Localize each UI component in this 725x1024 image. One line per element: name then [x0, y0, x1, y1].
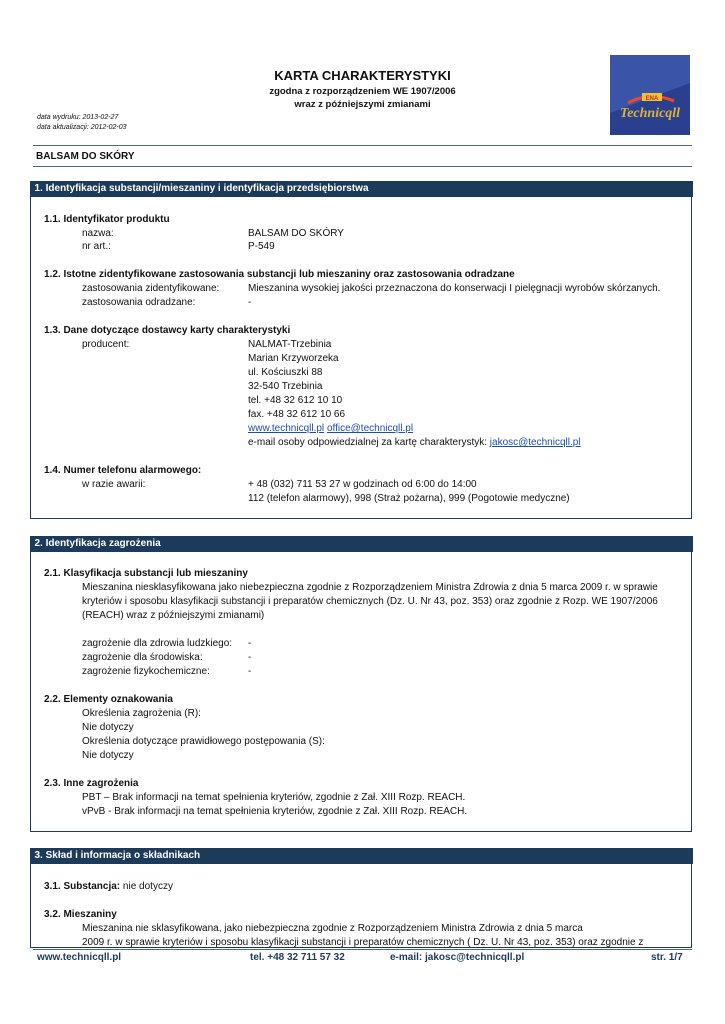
label-elements-line: Określenia dotyczące prawidłowego postępowania (S):: [82, 736, 325, 747]
advised-against-label: zastosowania odradzane:: [82, 297, 196, 308]
heading-3-1: 3.1. Substancja:: [44, 881, 121, 892]
heading-2-3: 2.3. Inne zagrożenia: [44, 778, 139, 789]
footer-email: e-mail: jakosc@technicqll.pl: [390, 952, 525, 963]
hazard-health-label: zagrożenie dla zdrowia ludzkiego:: [82, 638, 233, 649]
heading-1-1: 1.1. Identyfikator produktu: [44, 214, 170, 225]
article-number-label: nr art.:: [82, 241, 111, 252]
svg-text:ENA: ENA: [645, 96, 659, 102]
mixture-text: 2009 r. w sprawie kryteriów i sposobu klasyfikacji substancji i preparatów chemicznych ( Dz. U. Nr 43, poz. 353) oraz zgodnie z: [82, 937, 644, 948]
emergency-label: w razie awarii:: [82, 479, 146, 490]
article-number-value: P-549: [248, 241, 275, 252]
document-title: KARTA CHARAKTERYSTYKI: [274, 68, 451, 83]
technicqll-logo: [608, 53, 692, 137]
print-date: data wydruku: 2013-02-27: [37, 114, 119, 121]
header-divider-top: [33, 145, 692, 146]
hazard-env-label: zagrożenie dla środowiska:: [82, 652, 203, 663]
classification-text: kryteriów i sposobu klasyfikacji substancji i preparatów chemicznych (Dz. U. Nr 43, poz. 353) oraz zgodnie z Rozp. WE 1907/2006: [82, 596, 658, 607]
responsible-email-link[interactable]: jakosc@technicqll.pl: [489, 437, 581, 448]
section-1-title: 1. Identyfikacja substancji/mieszaniny i identyfikacja przedsiębiorstwa: [30, 181, 693, 197]
heading-1-2: 1.2. Istotne zidentyfikowane zastosowania substancji lub mieszaniny oraz zastosowania odradzane: [44, 269, 515, 280]
heading-1-3: 1.3. Dane dotyczące dostawcy karty charakterystyki: [44, 325, 291, 336]
section-3-title: 3. Skład i informacja o składnikach: [30, 848, 693, 864]
heading-2-1: 2.1. Klasyfikacja substancji lub mieszaniny: [44, 568, 248, 579]
hazard-phys-label: zagrożenie fizykochemiczne:: [82, 666, 210, 677]
identified-uses-value: Mieszanina wysokiej jakości przeznaczona do konserwacji I pielęgnacji wyrobów skórzanych.: [248, 283, 661, 294]
responsible-person-email: [248, 436, 581, 449]
product-name-value: BALSAM DO SKÓRY: [248, 228, 344, 239]
document-subtitle-regulation: zgodna z rozporządzeniem WE 1907/2006: [269, 86, 456, 97]
classification-text: (REACH) wraz z późniejszymi zmianami): [82, 610, 265, 621]
heading-2-2: 2.2. Elementy oznakowania: [44, 694, 173, 705]
producer-web-links: [248, 422, 413, 435]
label-elements-line: Określenia zagrożenia (R):: [82, 708, 201, 719]
update-date: data aktualizacji: 2012-02-03: [37, 124, 127, 131]
heading-3-2: 3.2. Mieszaniny: [44, 909, 117, 920]
hazard-phys-value: -: [248, 666, 252, 677]
office-email-link[interactable]: office@technicqll.pl: [326, 423, 414, 434]
mixture-text: Mieszanina nie sklasyfikowana, jako niebezpieczna zgodnie z Rozporządzeniem Ministra Zdrowia z dnia 5 marca: [82, 923, 583, 934]
pbt-text: PBT – Brak informacji na temat spełnienia kryteriów, zgodnie z Zał. XIII Rozp. REACH.: [82, 792, 466, 803]
substance-line: [44, 880, 173, 893]
emergency-hours: + 48 (032) 711 53 27 w godzinach od 6:00 do 14:00: [248, 479, 477, 490]
emergency-numbers: 112 (telefon alarmowy), 998 (Straż pożarna), 999 (Pogotowie medyczne): [248, 493, 570, 504]
label-elements-line: Nie dotyczy: [82, 750, 134, 761]
producer-line: tel. +48 32 612 10 10: [248, 395, 343, 406]
document-subtitle-amendments: wraz z późniejszymi zmianami: [294, 99, 431, 110]
label-elements-line: Nie dotyczy: [82, 722, 134, 733]
website-link[interactable]: www.technicqll.pl: [248, 423, 325, 434]
svg-text:Technicqll: Technicqll: [619, 106, 681, 121]
substance-value: nie dotyczy: [120, 881, 173, 892]
footer-website: www.technicqll.pl: [37, 952, 122, 963]
page-number: str. 1/7: [651, 952, 683, 963]
header-divider-bottom: [33, 166, 692, 167]
heading-1-4: 1.4. Numer telefonu alarmowego:: [44, 465, 202, 476]
advised-against-value: -: [248, 297, 252, 308]
footer-divider: [33, 949, 692, 950]
producer-line: ul. Kościuszki 88: [248, 367, 323, 378]
product-name-header: BALSAM DO SKÓRY: [36, 151, 135, 162]
product-name-label: nazwa:: [82, 228, 114, 239]
producer-line: Marian Krzyworzeka: [248, 353, 339, 364]
producer-label: producent:: [82, 339, 130, 350]
classification-text: Mieszanina niesklasyfikowana jako niebezpieczna zgodnie z Rozporządzeniem Ministra Zdrowia z dnia 5 marca 2009 r. w sprawie: [82, 582, 658, 593]
hazard-env-value: -: [248, 652, 252, 663]
hazard-health-value: -: [248, 638, 252, 649]
vpvb-text: vPvB - Brak informacji na temat spełnienia kryteriów, zgodnie z Zał. XIII Rozp. REACH.: [82, 806, 468, 817]
producer-line: fax. +48 32 612 10 66: [248, 409, 346, 420]
section-2-title: 2. Identyfikacja zagrożenia: [30, 536, 693, 552]
identified-uses-label: zastosowania zidentyfikowane:: [82, 283, 220, 294]
footer-phone: tel. +48 32 711 57 32: [250, 952, 345, 963]
producer-line: NALMAT-Trzebinia: [248, 339, 332, 350]
producer-line: 32-540 Trzebinia: [248, 381, 323, 392]
responsible-email-label: e-mail osoby odpowiedzialnej za kartę charakterystyk:: [248, 437, 487, 448]
